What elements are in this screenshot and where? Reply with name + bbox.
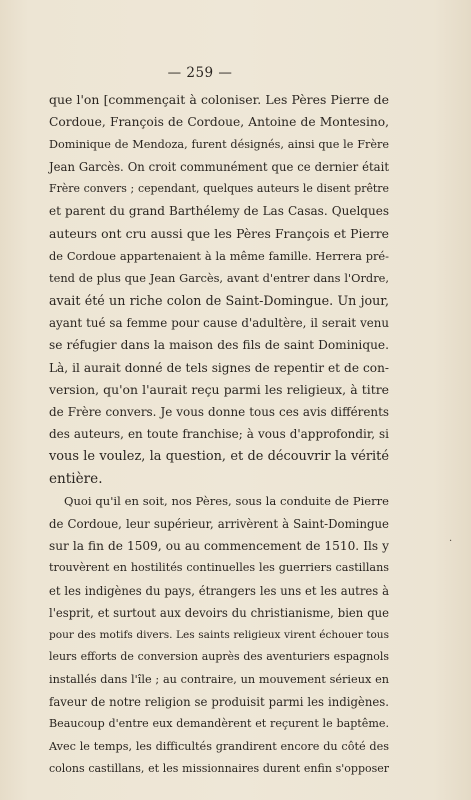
text-line: pour des motifs divers. Les saints religieux virent échouer tous — [49, 629, 389, 642]
text-line: version, qu'on l'aurait reçu parmi les religieux, à titre — [49, 381, 389, 397]
text-line: et les indigènes du pays, étrangers les uns et les autres à — [49, 583, 389, 598]
text-line: Beaucoup d'entre eux demandèrent et reçurent le baptême. — [49, 717, 389, 731]
page-number: — 259 — — [167, 65, 233, 81]
text-line: faveur de notre religion se produisit parmi les indigènes. — [49, 695, 389, 710]
text-line: Cordoue, François de Cordoue, Antoine de Montesino, — [49, 115, 389, 130]
text-line: et parent du grand Barthélemy de Las Casas. Quelques — [49, 204, 389, 219]
paragraph-start-line: Quoi qu'il en soit, nos Pères, sous la conduite de Pierre — [64, 494, 389, 509]
text-line: de Frère convers. Je vous donne tous ces avis différents — [49, 405, 389, 420]
margin-mark: · — [449, 536, 453, 547]
body-text — [49, 89, 389, 780]
text-line: trouvèrent en hostilités continuelles les guerriers castillans — [49, 561, 389, 575]
text-line: leurs efforts de conversion auprès des aventuriers espagnols — [49, 650, 389, 664]
text-line: entière. — [49, 471, 103, 488]
text-line: de Cordoue appartenaient à la même famille. Herrera pré- — [49, 249, 389, 264]
text-line: Jean Garcès. On croit communément que ce dernier était — [49, 159, 389, 174]
text-line: de Cordoue, leur supérieur, arrivèrent à Saint-Domingue — [49, 516, 389, 531]
text-line: Avec le temps, les difficultés grandirent encore du côté des — [49, 739, 389, 753]
text-line: se réfugier dans la maison des fils de saint Dominique. — [49, 338, 389, 353]
text-line: avait été un riche colon de Saint-Domingue. Un jour, — [49, 292, 389, 308]
text-line: tend de plus que Jean Garcès, avant d'entrer dans l'Ordre, — [49, 271, 389, 286]
text-line: vous le voulez, la question, et de découvrir la vérité — [49, 448, 389, 464]
text-line: colons castillans, et les missionnaires durent enfin s'opposer — [49, 761, 389, 775]
text-line: Là, il aurait donné de tels signes de repentir et de con- — [49, 360, 389, 375]
text-line: l'esprit, et surtout aux devoirs du christianisme, bien que — [49, 605, 389, 620]
text-line: que l'on [commençait à coloniser. Les Pères Pierre de — [49, 92, 389, 107]
text-line: des auteurs, en toute franchise; à vous d'approfondir, si — [49, 427, 389, 442]
text-line: sur la fin de 1509, ou au commencement de 1510. Ils y — [49, 538, 389, 553]
text-line: Dominique de Mendoza, furent désignés, ainsi que le Frère — [49, 137, 389, 151]
text-line: Frère convers ; cependant, quelques auteurs le disent prêtre — [49, 182, 389, 196]
text-line: ayant tué sa femme pour cause d'adultère, il serait venu — [49, 315, 389, 330]
text-line: auteurs ont cru aussi que les Pères François et Pierre — [49, 225, 389, 241]
text-line: installés dans l'île ; au contraire, un mouvement sérieux en — [49, 672, 389, 686]
